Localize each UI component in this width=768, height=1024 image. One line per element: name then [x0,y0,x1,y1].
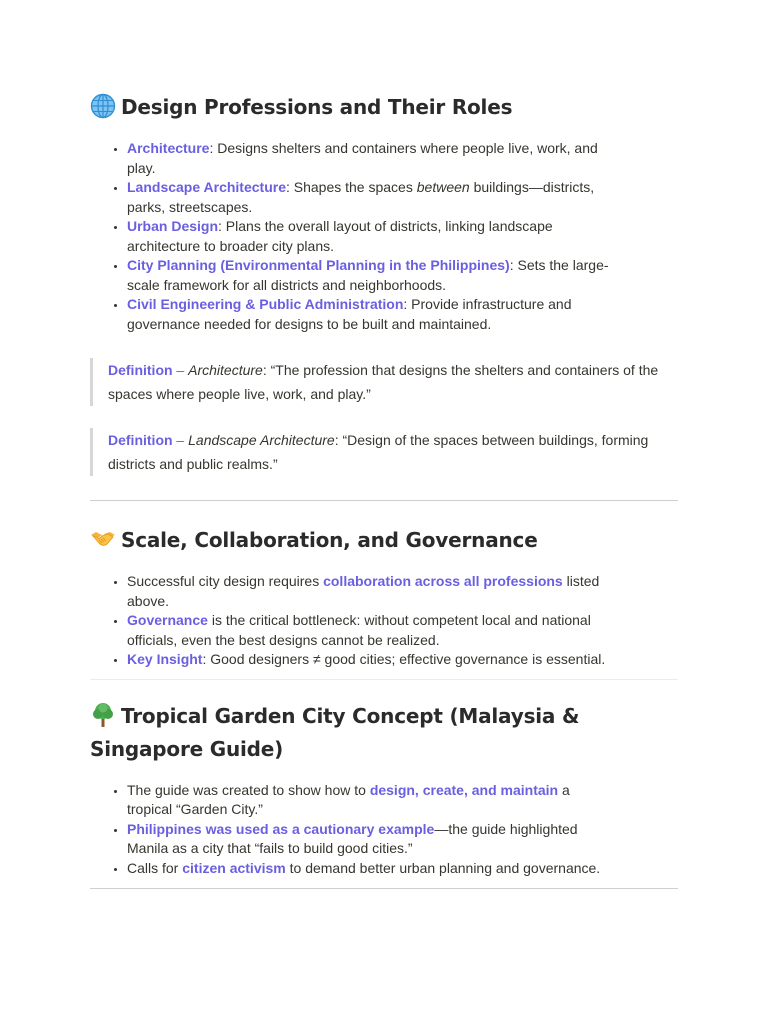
divider [90,500,678,501]
globe-icon [90,93,116,119]
list-item: • Landscape Architecture: Shapes the spaces between buildings—districts, parks, streetscapes. [127,178,617,217]
divider [90,679,678,680]
term: collaboration across all professions [323,573,563,589]
term: citizen activism [182,859,286,876]
divider [90,888,678,889]
list-item: • Key Insight: Good designers ≠ good cities; effective governance is essential. [127,650,617,670]
term: Landscape Architecture [127,179,286,195]
section-title: Scale, Collaboration, and Governance [121,528,538,552]
handshake-icon [90,526,116,552]
list-item: • City Planning (Environmental Planning in the Philippines): Sets the large-scale framework for all districts and neighborhoods. [127,256,617,295]
term: City Planning (Environmental Planning in the Philippines) [127,257,510,273]
list-item: • Architecture: Designs shelters and containers where people live, work, and play. [127,139,617,178]
section-title: Design Professions and Their Roles [121,95,513,119]
definition-quote: Definition – Architecture: “The profession that designs the shelters and containers of the spaces where people live, work, and play.” [90,358,678,406]
garden-city-list [90,781,678,879]
professions-list [90,139,678,334]
term: Philippines was used as a cautionary example [127,820,435,837]
term: design, create, and maintain [369,781,559,798]
definition-quote: Definition – Landscape Architecture: “Design of the spaces between buildings, forming districts and public realms.” [90,428,678,476]
document-content [90,88,678,889]
list-item: • Governance is the critical bottleneck: without competent local and national officials, even the best designs cannot be realized. [127,611,617,650]
definition-label: Definition [108,362,173,378]
section-heading-scale-collaboration [90,524,678,557]
list-item: • The guide was created to show how to design, create, and maintain a tropical “Garden City.” [127,781,617,820]
term: Architecture [127,140,210,156]
list-item: • Urban Design: Plans the overall layout of districts, linking landscape architecture to broader city plans. [127,217,617,256]
governance-list [90,572,678,670]
list-item: • Calls for citizen activism to demand better urban planning and governance. [127,859,617,879]
section-title: Tropical Garden City Concept (Malaysia & Singapore Guide) [90,703,580,761]
section-heading-design-professions [90,91,678,124]
list-item: • Successful city design requires collaboration across all professions listed above. [127,572,617,611]
term: Governance [127,612,208,628]
term: Urban Design [127,218,219,234]
list-item: • Civil Engineering & Public Administration: Provide infrastructure and governance needed for designs to be built and maintained. [127,295,617,334]
section-heading-tropical-garden-city [90,700,678,766]
tree-icon [90,702,116,728]
term: Key Insight [127,651,203,667]
term: Civil Engineering & Public Administration [127,296,404,312]
definition-label: Definition [108,432,173,448]
list-item: • Philippines was used as a cautionary example—the guide highlighted Manila as a city that “fails to build good cities.” [127,820,617,859]
